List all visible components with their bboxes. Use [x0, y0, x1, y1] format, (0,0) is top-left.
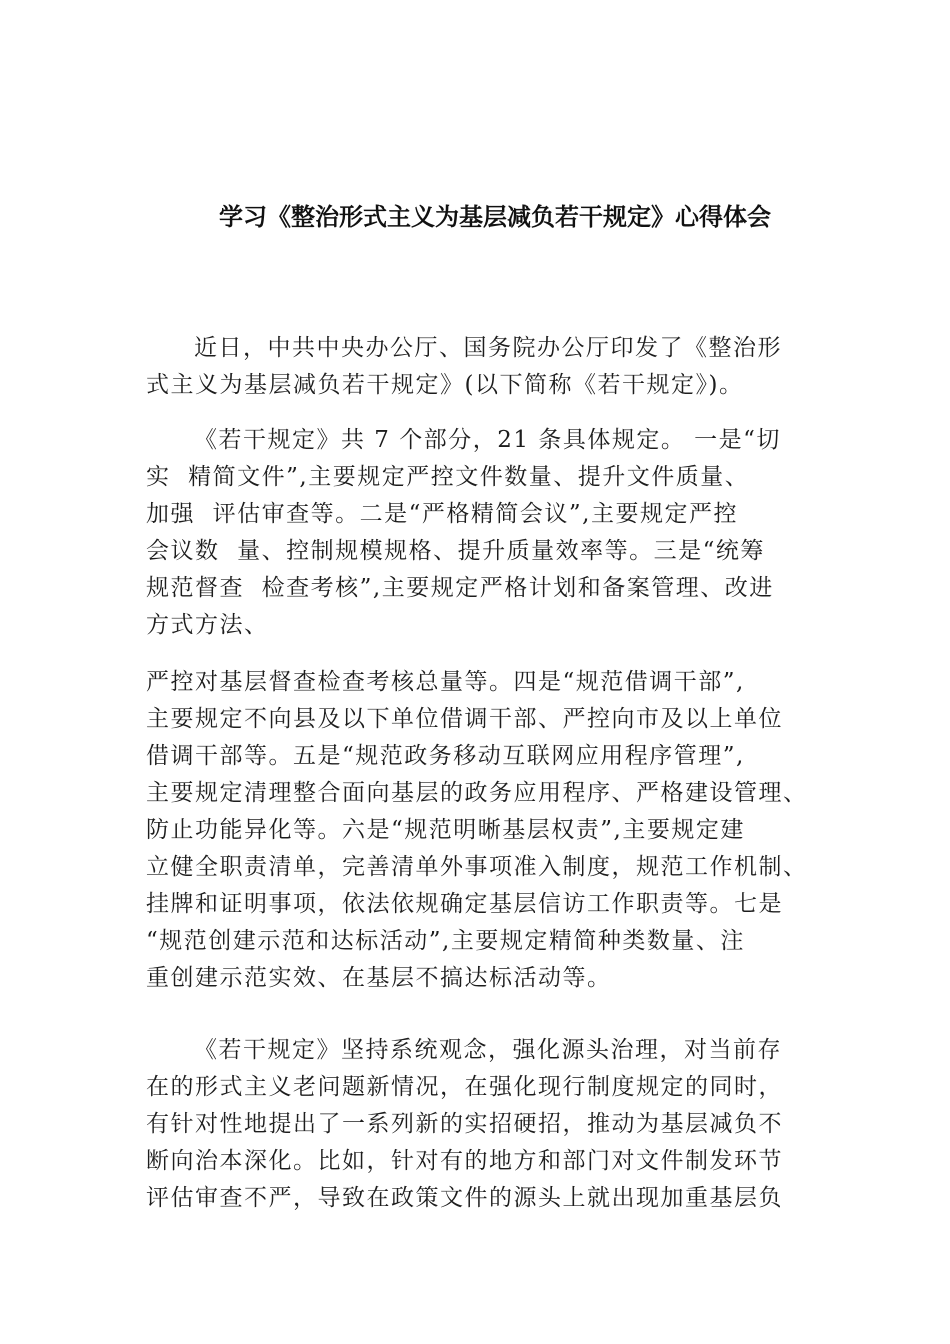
- paragraph-line: 评估审查不严，导致在政策文件的源头上就出现加重基层负: [146, 1185, 783, 1211]
- paragraph-line: 《若干规定》共 7 个部分，21 条具体规定。 一是“切: [194, 427, 781, 453]
- paragraph-line: 重创建示范实效、在基层不搞达标活动等。: [146, 965, 612, 991]
- paragraph-line: 规范督查 检查考核”,主要规定严格计划和备案管理、改进: [146, 575, 774, 601]
- paragraph-line: 会议数 量、控制规模规格、提升质量效率等。三是“统筹: [146, 538, 765, 564]
- paragraph-line: 《若干规定》坚持系统观念，强化源头治理，对当前存: [194, 1037, 782, 1063]
- paragraph-line: 方式方法、: [146, 612, 269, 638]
- paragraph-line: 在的形式主义老问题新情况，在强化现行制度规定的同时，: [146, 1074, 783, 1100]
- paragraph-line: 严控对基层督查检查考核总量等。四是“规范借调干部”,: [146, 669, 745, 695]
- paragraph-4: [146, 1032, 816, 1217]
- paragraph-line: 挂牌和证明事项，依法依规确定基层信访工作职责等。七是: [146, 891, 783, 917]
- paragraph-line: 实 精简文件”,主要规定严控文件数量、提升文件质量、: [146, 464, 750, 490]
- paragraph-3: [146, 664, 816, 997]
- paragraph-2: [146, 422, 816, 644]
- paragraph-line: 主要规定清理整合面向基层的政务应用程序、严格建设管理、: [146, 780, 808, 806]
- paragraph-line: 近日，中共中央办公厅、国务院办公厅印发了《整治形: [194, 335, 782, 361]
- paragraph-line: 主要规定不向县及以下单位借调干部、严控向市及以上单位: [146, 706, 783, 732]
- document-title: 学习《整治形式主义为基层减负若干规定》心得体会: [219, 203, 771, 231]
- paragraph-line: 防止功能异化等。六是“规范明晰基层权责”,主要规定建: [146, 817, 745, 843]
- paragraph-line: “规范创建示范和达标活动”,主要规定精简种类数量、注: [146, 928, 745, 954]
- paragraph-line: 有针对性地提出了一系列新的实招硬招，推动为基层减负不: [146, 1111, 783, 1137]
- paragraph-1: [146, 330, 816, 404]
- paragraph-line: 立健全职责清单，完善清单外事项准入制度，规范工作机制、: [146, 854, 808, 880]
- paragraph-line: 借调干部等。五是“规范政务移动互联网应用程序管理”,: [146, 743, 745, 769]
- paragraph-line: 断向治本深化。比如，针对有的地方和部门对文件制发环节: [146, 1148, 783, 1174]
- paragraph-line: 式主义为基层减负若干规定》(以下简称《若干规定》)。: [146, 372, 744, 398]
- paragraph-line: 加强 评估审查等。二是“严格精简会议”,主要规定严控: [146, 501, 738, 527]
